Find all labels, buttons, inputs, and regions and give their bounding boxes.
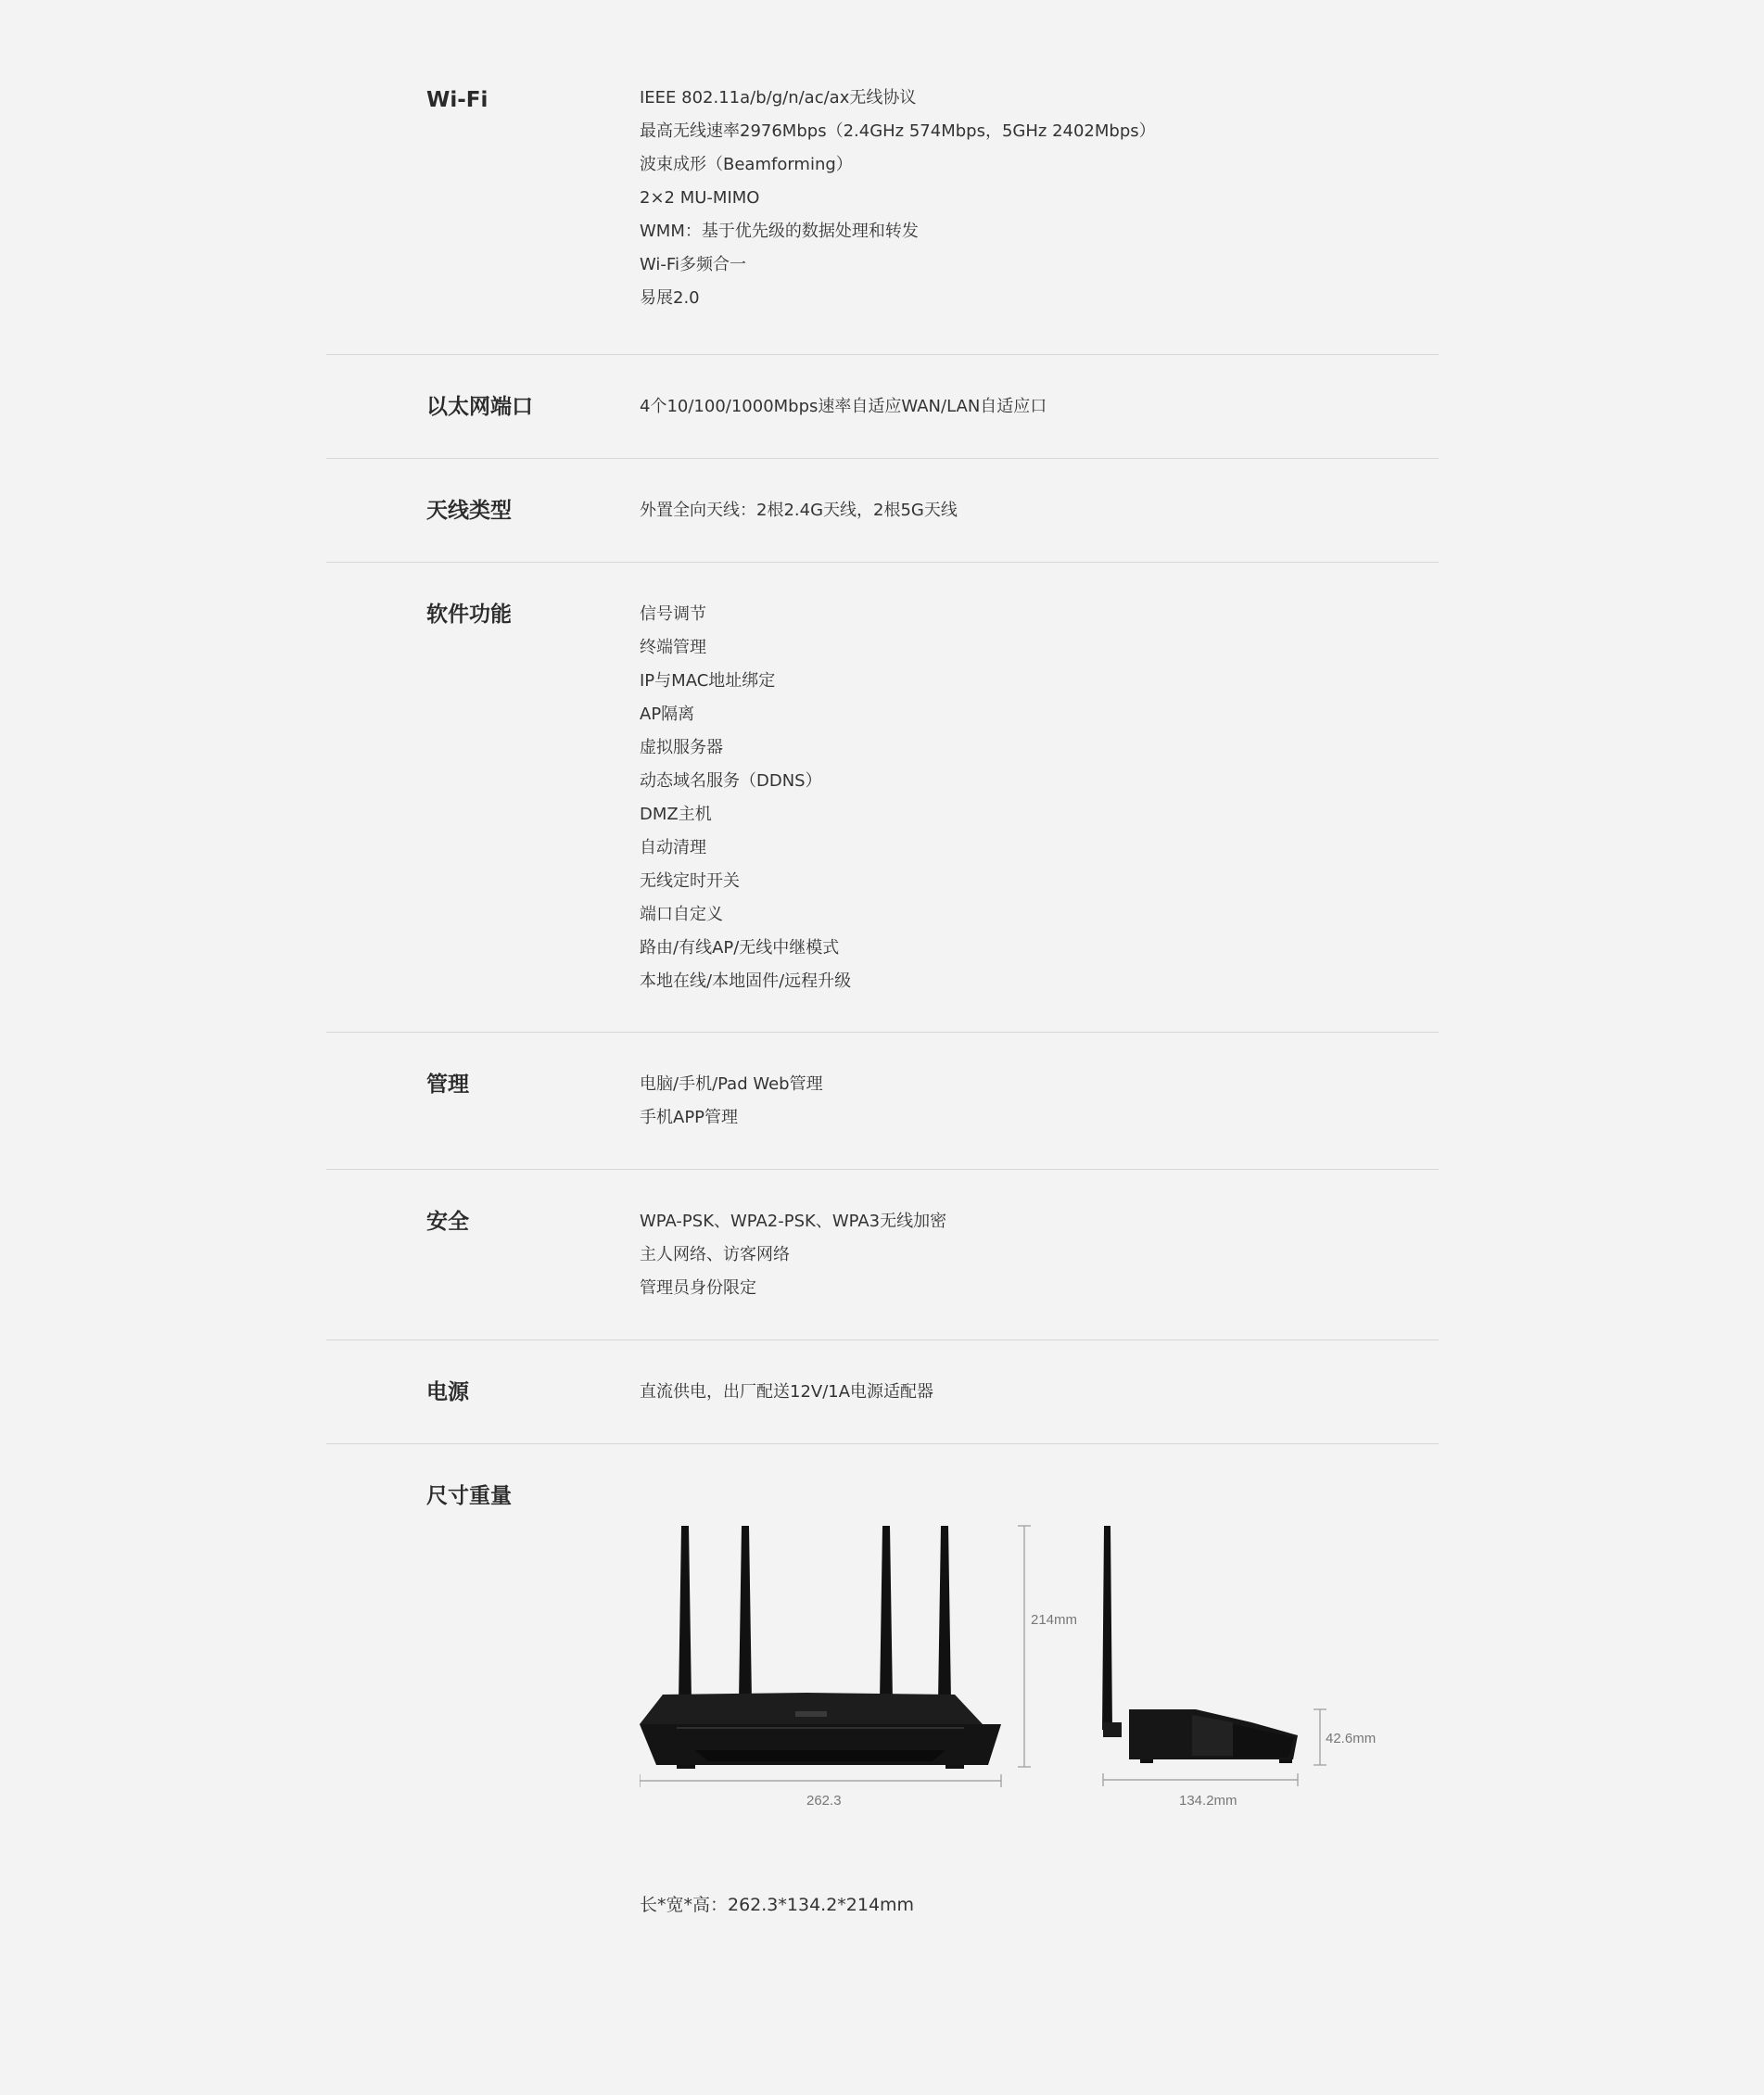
spec-label: 安全 — [426, 1210, 469, 1234]
spec-line: WMM：基于优先级的数据处理和转发 — [640, 222, 919, 241]
spec-line: 本地在线/本地固件/远程升级 — [640, 971, 852, 991]
height-dimension-line — [1018, 1526, 1031, 1767]
spec-line: WPA-PSK、WPA2-PSK、WPA3无线加密 — [640, 1212, 947, 1231]
spec-line: 端口自定义 — [640, 905, 723, 924]
spec-line: 直流供电，出厂配送12V/1A电源适配器 — [640, 1382, 934, 1402]
spec-values — [640, 1205, 1439, 1340]
spec-line: IEEE 802.11a/b/g/n/ac/ax无线协议 — [640, 88, 917, 108]
spec-line: 终端管理 — [640, 638, 706, 657]
spec-row-management — [326, 1033, 1439, 1170]
dimension-caption: 长*宽*高：262.3*134.2*214mm — [640, 1895, 915, 1915]
spec-values — [640, 390, 1439, 458]
spec-line: 主人网络、访客网络 — [640, 1245, 790, 1264]
spec-row-dimensions — [326, 1444, 1439, 2093]
spec-values — [640, 494, 1439, 562]
spec-label: Wi-Fi — [426, 88, 489, 112]
router-side-image — [1102, 1526, 1298, 1763]
spec-line: 管理员身份限定 — [640, 1278, 756, 1298]
spec-values — [640, 1068, 1439, 1169]
spec-label: 软件功能 — [426, 603, 512, 627]
spec-label: 天线类型 — [426, 499, 512, 523]
spec-values — [640, 598, 1439, 1032]
dimension-diagram — [640, 1479, 1400, 1832]
spec-row-wifi — [326, 0, 1439, 355]
spec-line: 无线定时开关 — [640, 871, 740, 891]
spec-row-software — [326, 563, 1439, 1033]
spec-row-power — [326, 1340, 1439, 1444]
spec-label: 管理 — [426, 1073, 469, 1097]
spec-line: 路由/有线AP/无线中继模式 — [640, 938, 840, 958]
spec-line: 动态域名服务（DDNS） — [640, 771, 822, 791]
side-height-dimension-line — [1313, 1709, 1326, 1765]
spec-row-security — [326, 1170, 1439, 1340]
spec-line: DMZ主机 — [640, 805, 712, 824]
side-height-label: 42.6mm — [1326, 1731, 1377, 1746]
spec-line: 波束成形（Beamforming） — [640, 155, 853, 174]
spec-line: Wi-Fi多频合一 — [640, 255, 746, 274]
spec-line: 自动清理 — [640, 838, 706, 857]
spec-line: 虚拟服务器 — [640, 738, 723, 757]
spec-label: 以太网端口 — [426, 395, 533, 419]
side-depth-label: 134.2mm — [1179, 1793, 1237, 1809]
spec-values — [640, 82, 1439, 354]
spec-line: 易展2.0 — [640, 288, 700, 308]
spec-row-ethernet — [326, 355, 1439, 459]
spec-line: 4个10/100/1000Mbps速率自适应WAN/LAN自适应口 — [640, 397, 1047, 416]
spec-line: 电脑/手机/Pad Web管理 — [640, 1074, 823, 1094]
spec-line: AP隔离 — [640, 705, 695, 724]
spec-values — [640, 1479, 1439, 2093]
width-dimension-line — [640, 1774, 1001, 1787]
router-dimension-drawing — [640, 1479, 1400, 1832]
spec-line: IP与MAC地址绑定 — [640, 671, 776, 691]
spec-line: 最高无线速率2976Mbps（2.4GHz 574Mbps，5GHz 2402Mbps） — [640, 121, 1156, 141]
depth-dimension-line — [1103, 1773, 1298, 1786]
spec-line: 外置全向天线：2根2.4G天线，2根5G天线 — [640, 501, 958, 520]
spec-line: 信号调节 — [640, 604, 706, 624]
spec-row-antenna — [326, 459, 1439, 563]
spec-label: 尺寸重量 — [426, 1484, 512, 1508]
spec-line: 手机APP管理 — [640, 1108, 739, 1127]
spec-table — [326, 0, 1439, 2093]
front-height-label: 214mm — [1031, 1612, 1078, 1628]
spec-line: 2×2 MU-MIMO — [640, 188, 760, 208]
router-front-image — [640, 1526, 1001, 1769]
spec-label: 电源 — [426, 1380, 469, 1404]
spec-values — [640, 1376, 1439, 1443]
front-width-label: 262.3 — [806, 1793, 842, 1809]
